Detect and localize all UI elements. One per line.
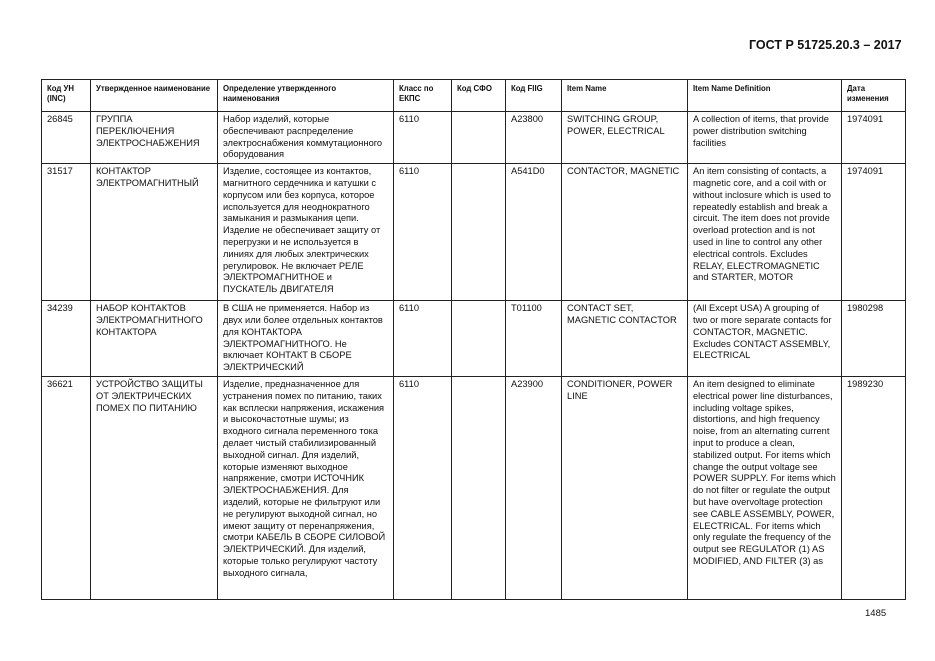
col-header-date: Дата изменения	[842, 80, 906, 112]
cell-class: 6110	[394, 301, 452, 377]
page-number: 1485	[865, 608, 887, 619]
cell-name: УСТРОЙСТВО ЗАЩИТЫ ОТ ЭЛЕКТРИЧЕСКИХ ПОМЕХ ПО ПИТАНИЮ	[91, 376, 218, 599]
col-header-sfo: Код СФО	[452, 80, 506, 112]
table-row	[42, 376, 906, 599]
item-names-table	[41, 79, 906, 600]
col-header-fiig: Код FIIG	[506, 80, 562, 112]
cell-sfo	[452, 301, 506, 377]
cell-class: 6110	[394, 376, 452, 599]
cell-sfo	[452, 164, 506, 301]
cell-name: НАБОР КОНТАКТОВ ЭЛЕКТРОМАГНИТНОГО КОНТАКТОРА	[91, 301, 218, 377]
cell-item-name: CONTACT SET, MAGNETIC CONTACTOR	[562, 301, 688, 377]
cell-definition: В США не применяется. Набор из двух или более отдельных контактов для КОНТАКТОРА ЭЛЕКТРОМАГНИТНОГО. Не включает КОНТАКТ В СБОРЕ ЭЛЕКТРИЧЕСКИЙ	[218, 301, 394, 377]
cell-code: 31517	[42, 164, 91, 301]
cell-fiig: T01100	[506, 301, 562, 377]
document-id: ГОСТ Р 51725.20.3 – 2017	[749, 38, 902, 52]
cell-sfo	[452, 376, 506, 599]
cell-date: 1989230	[842, 376, 906, 599]
col-header-item-name: Item Name	[562, 80, 688, 112]
cell-code: 26845	[42, 112, 91, 164]
col-header-item-def: Item Name Definition	[688, 80, 842, 112]
col-header-name: Утвержденное наименование	[91, 80, 218, 112]
cell-fiig: A23800	[506, 112, 562, 164]
cell-code: 36621	[42, 376, 91, 599]
cell-class: 6110	[394, 164, 452, 301]
cell-code: 34239	[42, 301, 91, 377]
cell-name: КОНТАКТОР ЭЛЕКТРОМАГНИТНЫЙ	[91, 164, 218, 301]
cell-sfo	[452, 112, 506, 164]
cell-date: 1974091	[842, 164, 906, 301]
cell-fiig: A541D0	[506, 164, 562, 301]
cell-fiig: A23900	[506, 376, 562, 599]
cell-date: 1974091	[842, 112, 906, 164]
cell-definition: Набор изделий, которые обеспечивают распределение электроснабжения коммутационного оборудования	[218, 112, 394, 164]
cell-name: ГРУППА ПЕРЕКЛЮЧЕНИЯ ЭЛЕКТРОСНАБЖЕНИЯ	[91, 112, 218, 164]
cell-definition: Изделие, предназначенное для устранения помех по питанию, таких как всплески напряжения, искажения и высокочастотные шумы; из входного сигнала переменного тока делает чистый стабилизированный выходной сигнал. Для изделий, которые изменяют выходное напряжение, смотри ИСТОЧНИК ЭЛЕКТРОСНАБЖЕНИЯ. Для изделий, которые не фильтруют или не регулируют выходной сигнал, но имеют защиту от перенапряжения, смотри КАБЕЛЬ В СБОРЕ СИЛОВОЙ ЭЛЕКТРИЧЕСКИЙ. Для изделий, которые только регулируют частоту выходного сигнала,	[218, 376, 394, 599]
table-header-row	[42, 80, 906, 112]
table-row	[42, 112, 906, 164]
cell-class: 6110	[394, 112, 452, 164]
col-header-code: Код УН (INC)	[42, 80, 91, 112]
cell-item-def: An item designed to eliminate electrical power line disturbances, including voltage spikes, distortions, and high frequency noise, from an alternating current input to produce a clean, stabilized output. For items which change the output voltage see POWER SUPPLY. For items which do not filter or regulate the output but have overvoltage protection see CABLE ASSEMBLY, POWER, ELECTRICAL. For items which only regulate the frequency of the output see REGULATOR (1) AS MODIFIED, AND FILTER (3) as	[688, 376, 842, 599]
cell-item-def: An item consisting of contacts, a magnetic core, and a coil with or without inclosure which is used to repeatedly establish and break a circuit. The item does not provide overload protection and is not used in line to control any other electrical controls. Excludes RELAY, ELECTROMAGNETIC and STARTER, MOTOR	[688, 164, 842, 301]
table-row	[42, 301, 906, 377]
cell-item-name: CONTACTOR, MAGNETIC	[562, 164, 688, 301]
table-row	[42, 164, 906, 301]
cell-item-name: SWITCHING GROUP, POWER, ELECTRICAL	[562, 112, 688, 164]
cell-item-def: (All Except USA) A grouping of two or more separate contacts for CONTACTOR, MAGNETIC. Excludes CONTACT ASSEMBLY, ELECTRICAL	[688, 301, 842, 377]
cell-date: 1980298	[842, 301, 906, 377]
col-header-class: Класс по ЕКПС	[394, 80, 452, 112]
cell-item-name: CONDITIONER, POWER LINE	[562, 376, 688, 599]
col-header-definition: Определение утвержденного наименования	[218, 80, 394, 112]
cell-definition: Изделие, состоящее из контактов, магнитного сердечника и катушки с корпусом или без корпуса, которое используется для неоднократного замыкания и размыкания цепи. Изделие не обеспечивает защиту от перегрузки и не используется в линиях для любых электрических регулировок. Не включает РЕЛЕ ЭЛЕКТРОМАГНИТНОЕ и ПУСКАТЕЛЬ ДВИГАТЕЛЯ	[218, 164, 394, 301]
cell-item-def: A collection of items, that provide power distribution switching facilities	[688, 112, 842, 164]
